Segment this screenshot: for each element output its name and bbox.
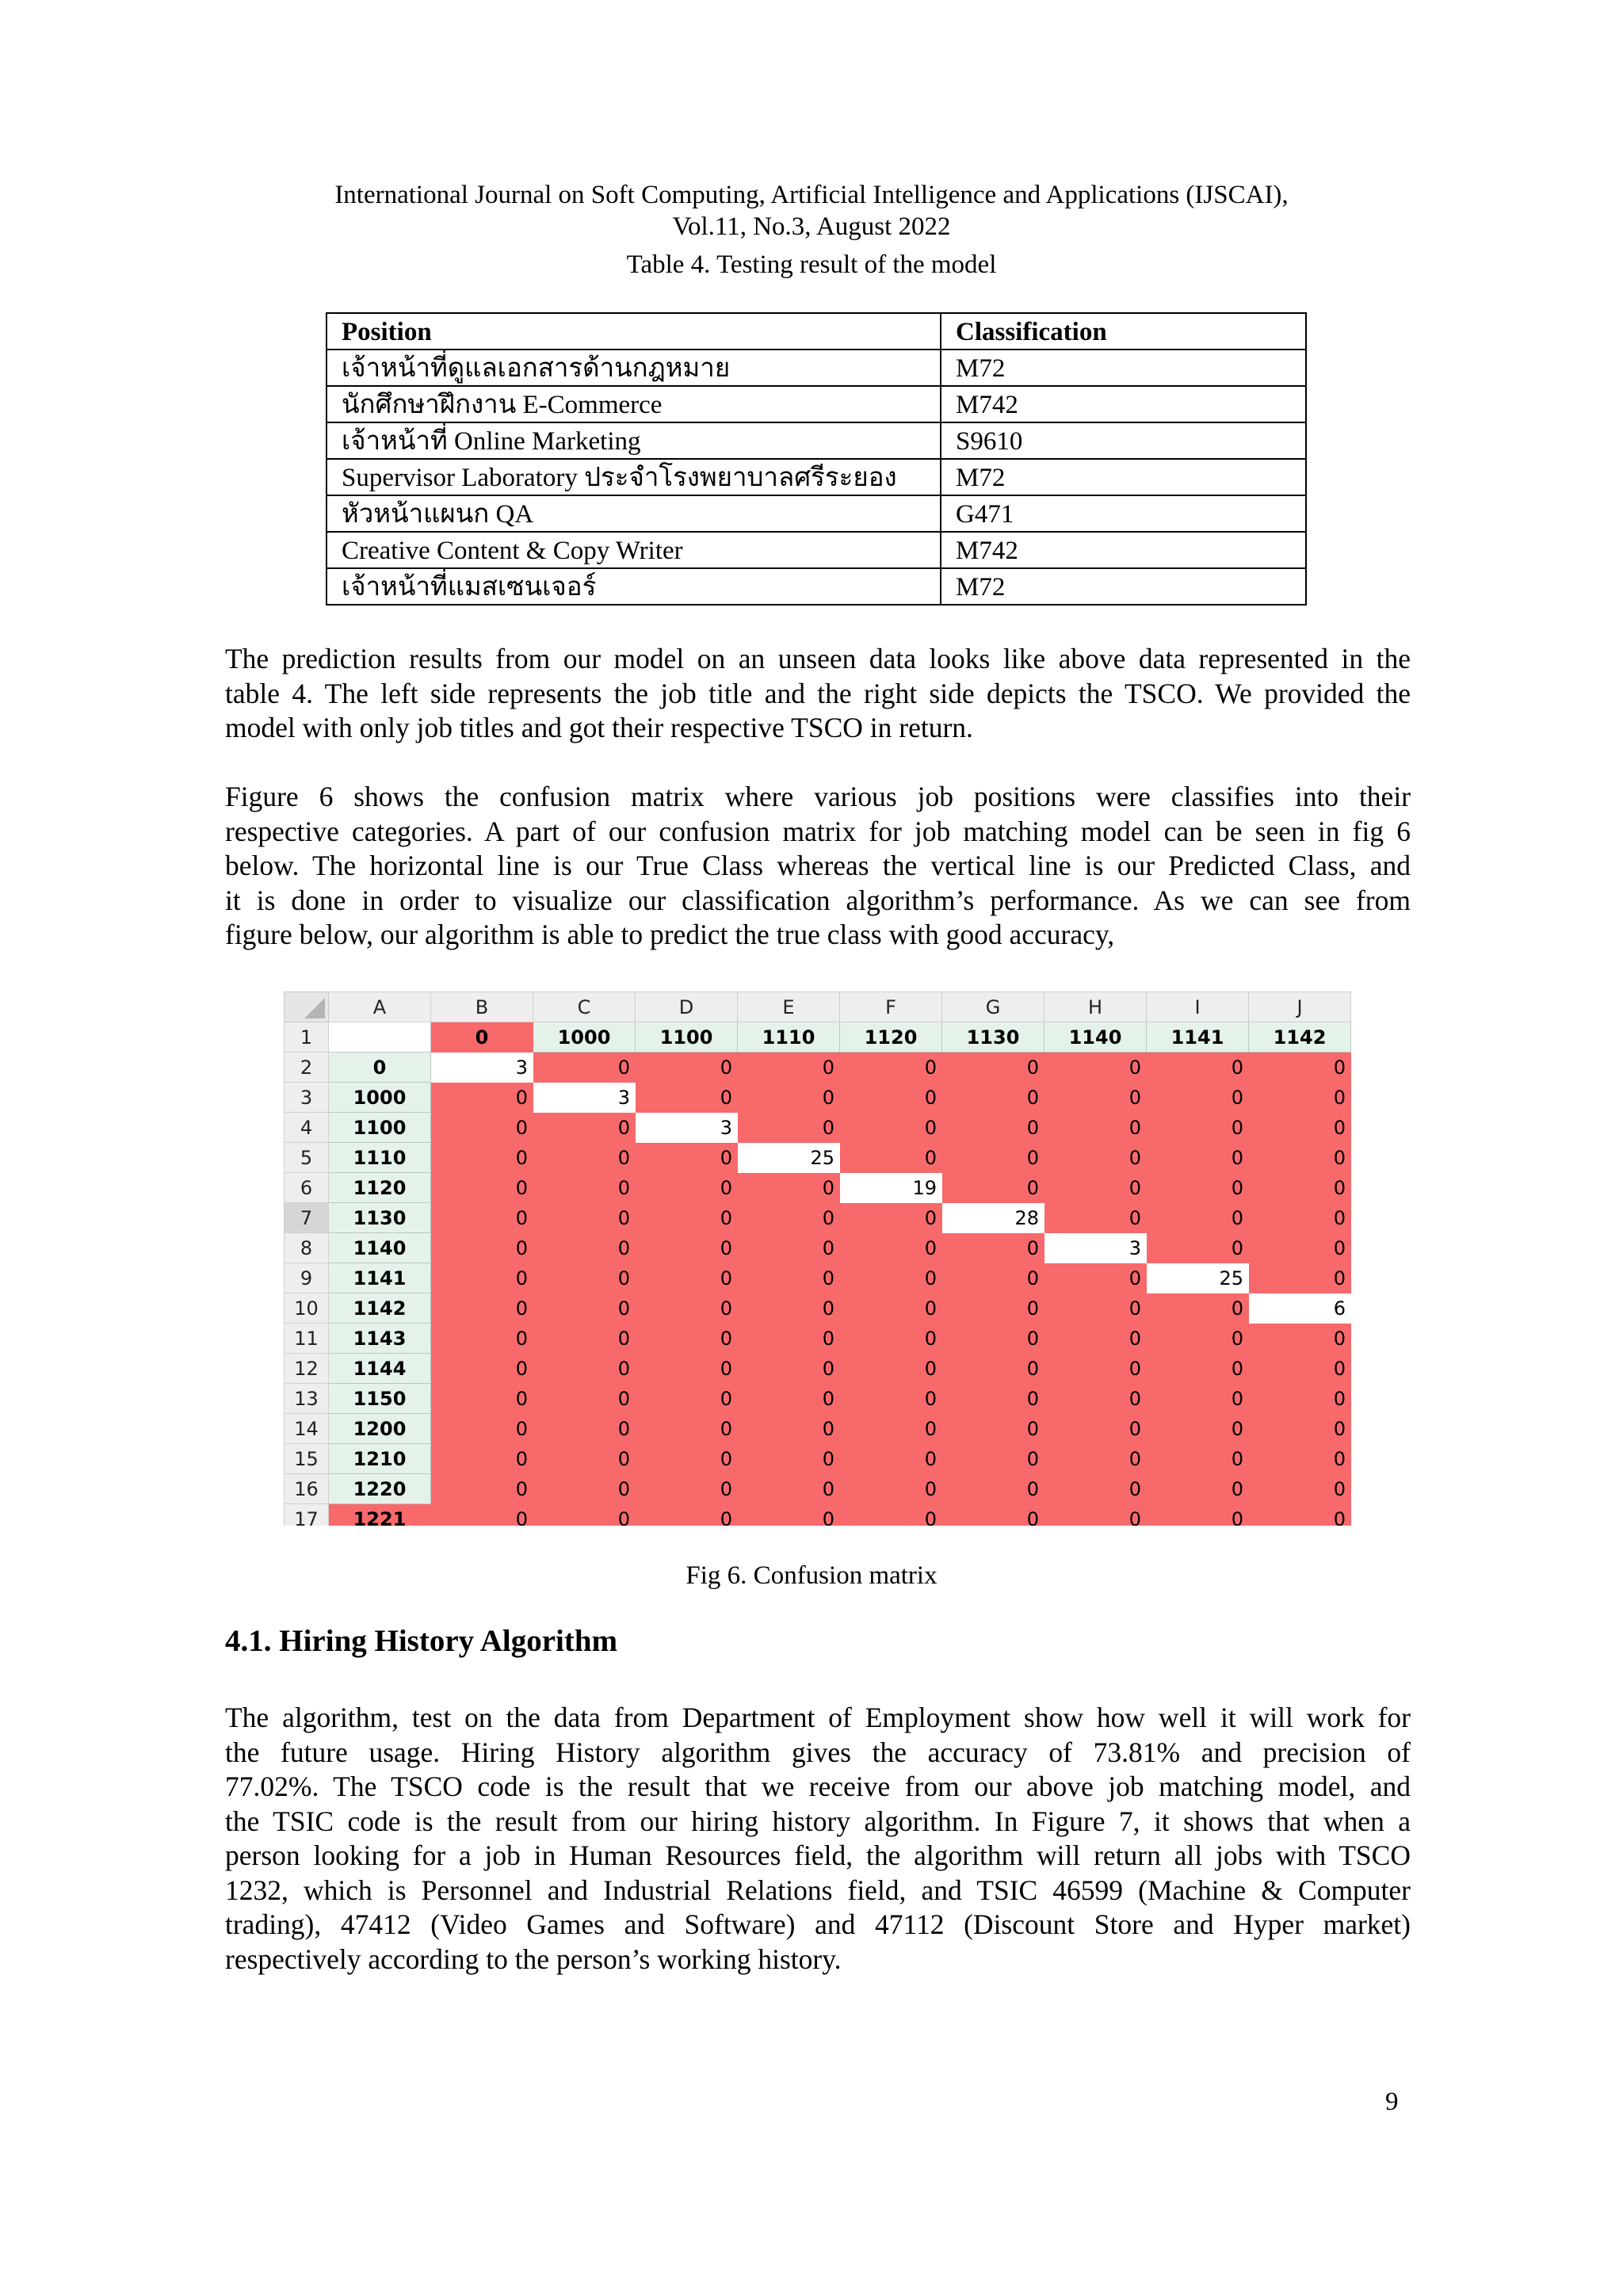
matrix-row: [285, 1052, 1351, 1083]
paragraph-line: the TSIC code is the result from our hiring history algorithm. In Figure 7, it shows that when a: [225, 1805, 1411, 1837]
row-number[interactable]: 14: [285, 1414, 329, 1444]
page-number: 9: [1385, 2088, 1399, 2116]
matrix-cell: 0: [533, 1504, 636, 1526]
table-row: [327, 350, 1306, 386]
true-class-label: 1143: [329, 1324, 431, 1354]
matrix-cell: 0: [1249, 1263, 1351, 1293]
matrix-cell: 0: [1249, 1083, 1351, 1113]
matrix-row: [285, 1414, 1351, 1444]
matrix-cell: 0: [1044, 1263, 1147, 1293]
table-header-row: [327, 313, 1306, 350]
matrix-cell: 3: [636, 1113, 738, 1143]
paragraph-line: Figure 6 shows the confusion matrix where various job positions were classifies into their: [225, 781, 1411, 812]
predicted-class-label: 1120: [840, 1022, 942, 1052]
matrix-cell: 0: [1147, 1324, 1249, 1354]
true-class-label: 0: [329, 1052, 431, 1083]
table-row: [327, 386, 1306, 422]
matrix-cell: 0: [840, 1324, 942, 1354]
matrix-cell: 0: [636, 1233, 738, 1263]
matrix-cell: 0: [431, 1444, 533, 1474]
table-cell-classification: M72: [941, 459, 1306, 495]
table-row: [327, 495, 1306, 532]
matrix-cell: 0: [431, 1083, 533, 1113]
matrix-cell: 0: [636, 1203, 738, 1233]
matrix-cell: 0: [942, 1173, 1044, 1203]
predicted-class-label: 1140: [1044, 1022, 1147, 1052]
row-number[interactable]: 7: [285, 1203, 329, 1233]
table-cell-classification: M72: [941, 350, 1306, 386]
matrix-cell: 0: [1249, 1444, 1351, 1474]
paragraph-confusion-matrix: [225, 780, 1411, 953]
matrix-cell: 0: [840, 1474, 942, 1504]
matrix-cell: 0: [738, 1233, 840, 1263]
matrix-cell: 0: [1044, 1384, 1147, 1414]
matrix-cell: 0: [1147, 1474, 1249, 1504]
matrix-cell: 19: [840, 1173, 942, 1203]
matrix-cell: 0: [533, 1414, 636, 1444]
matrix-row: [285, 1233, 1351, 1263]
table-header-position: Position: [327, 313, 941, 350]
row-number[interactable]: 16: [285, 1474, 329, 1504]
row-number[interactable]: 4: [285, 1113, 329, 1143]
table4-caption: Table 4. Testing result of the model: [626, 250, 997, 279]
matrix-cell: 0: [738, 1203, 840, 1233]
matrix-row: [285, 1293, 1351, 1324]
matrix-cell: 0: [738, 1474, 840, 1504]
matrix-cell: 0: [942, 1293, 1044, 1324]
matrix-cell: 0: [636, 1354, 738, 1384]
matrix-cell: 0: [431, 1354, 533, 1384]
true-class-label: 1150: [329, 1384, 431, 1414]
matrix-cell: 0: [1147, 1384, 1249, 1414]
predicted-class-label: 1141: [1147, 1022, 1249, 1052]
row-number[interactable]: 1: [285, 1022, 329, 1052]
matrix-cell: 0: [840, 1143, 942, 1173]
matrix-cell: 0: [840, 1384, 942, 1414]
matrix-cell: 0: [533, 1173, 636, 1203]
paragraph-hiring-history: [225, 1701, 1411, 1977]
table-row: [327, 422, 1306, 459]
table-cell-position: Supervisor Laboratory ประจำโรงพยาบาลศรีระยอง: [327, 459, 941, 495]
matrix-cell: 0: [1044, 1203, 1147, 1233]
matrix-cell: 0: [942, 1143, 1044, 1173]
matrix-cell: 0: [738, 1052, 840, 1083]
row-number[interactable]: 12: [285, 1354, 329, 1384]
matrix-cell: 0: [942, 1263, 1044, 1293]
paragraph-line: model with only job titles and got their respective TSCO in return.: [225, 712, 973, 743]
true-class-label: 1142: [329, 1293, 431, 1324]
matrix-row: [285, 1324, 1351, 1354]
matrix-cell: 0: [431, 1324, 533, 1354]
table-cell-position: เจ้าหน้าที่ Online Marketing: [327, 422, 941, 459]
table-cell-classification: G471: [941, 495, 1306, 532]
table-cell-position: เจ้าหน้าที่แมสเซนเจอร์: [327, 568, 941, 605]
matrix-cell: 0: [431, 1414, 533, 1444]
matrix-cell: 3: [1044, 1233, 1147, 1263]
matrix-cell: 0: [431, 1263, 533, 1293]
matrix-cell: 0: [738, 1173, 840, 1203]
table-cell-classification: M742: [941, 386, 1306, 422]
paragraph-line: The prediction results from our model on an unseen data looks like above data represented in the: [225, 643, 1411, 674]
matrix-cell: 0: [1044, 1173, 1147, 1203]
row-number[interactable]: 15: [285, 1444, 329, 1474]
matrix-cell: 0: [1044, 1414, 1147, 1444]
matrix-cell: 0: [1044, 1474, 1147, 1504]
matrix-cell: 0: [431, 1293, 533, 1324]
true-class-label: 1144: [329, 1354, 431, 1384]
matrix-cell: 0: [1147, 1083, 1249, 1113]
matrix-cell: 0: [840, 1083, 942, 1113]
matrix-cell: 0: [942, 1444, 1044, 1474]
matrix-cell: 0: [1249, 1173, 1351, 1203]
table-cell-classification: S9610: [941, 422, 1306, 459]
matrix-cell: 0: [942, 1233, 1044, 1263]
row-number[interactable]: 17: [285, 1504, 329, 1526]
matrix-cell: 0: [1044, 1324, 1147, 1354]
true-class-label: 1210: [329, 1444, 431, 1474]
matrix-cell: 0: [533, 1113, 636, 1143]
row-number[interactable]: 11: [285, 1324, 329, 1354]
matrix-cell: 0: [1249, 1233, 1351, 1263]
matrix-cell: 0: [1147, 1052, 1249, 1083]
matrix-cell: 0: [533, 1203, 636, 1233]
matrix-cell: 0: [942, 1474, 1044, 1504]
column-header-i[interactable]: I: [1147, 992, 1249, 1022]
matrix-cell: 0: [636, 1474, 738, 1504]
true-class-label: 1141: [329, 1263, 431, 1293]
matrix-cell: 0: [738, 1444, 840, 1474]
paragraph-line: person looking for a job in Human Resources field, the algorithm will return all jobs with TSCO: [225, 1839, 1411, 1871]
matrix-cell: 0: [942, 1504, 1044, 1526]
matrix-cell: 0: [533, 1324, 636, 1354]
predicted-class-label: 1000: [533, 1022, 636, 1052]
matrix-cell: 0: [1147, 1444, 1249, 1474]
row-number[interactable]: 8: [285, 1233, 329, 1263]
column-header-d[interactable]: D: [636, 992, 738, 1022]
predicted-class-label: 1110: [738, 1022, 840, 1052]
journal-header-line2: Vol.11, No.3, August 2022: [672, 212, 951, 241]
column-header-e[interactable]: E: [738, 992, 840, 1022]
matrix-cell: 0: [840, 1113, 942, 1143]
matrix-cell: 0: [1147, 1233, 1249, 1263]
matrix-cell: 0: [636, 1504, 738, 1526]
matrix-cell: 0: [840, 1354, 942, 1384]
matrix-cell: 0: [533, 1143, 636, 1173]
matrix-cell: 0: [533, 1263, 636, 1293]
empty-corner-cell: [329, 1022, 431, 1052]
column-header-c[interactable]: C: [533, 992, 636, 1022]
matrix-cell: 3: [533, 1083, 636, 1113]
matrix-cell: 0: [1147, 1504, 1249, 1526]
matrix-cell: 0: [738, 1083, 840, 1113]
column-header-a[interactable]: A: [329, 992, 431, 1022]
column-header-j[interactable]: J: [1249, 992, 1351, 1022]
matrix-cell: 0: [1249, 1474, 1351, 1504]
matrix-cell: 0: [1249, 1143, 1351, 1173]
paragraph-line: it is done in order to visualize our classification algorithm’s performance. As we can see from: [225, 884, 1411, 916]
column-header-f[interactable]: F: [840, 992, 942, 1022]
predicted-class-label: 1142: [1249, 1022, 1351, 1052]
matrix-cell: 0: [636, 1143, 738, 1173]
matrix-cell: 0: [1147, 1414, 1249, 1444]
matrix-row: [285, 1474, 1351, 1504]
paragraph-line: figure below, our algorithm is able to predict the true class with good accuracy,: [225, 919, 1115, 950]
matrix-cell: 0: [1147, 1293, 1249, 1324]
row-number[interactable]: 10: [285, 1293, 329, 1324]
matrix-cell: 0: [1147, 1354, 1249, 1384]
matrix-cell: 0: [942, 1384, 1044, 1414]
matrix-cell: 0: [1147, 1113, 1249, 1143]
paragraph-line: trading), 47412 (Video Games and Software) and 47112 (Discount Store and Hyper market): [225, 1908, 1411, 1940]
matrix-cell: 0: [942, 1052, 1044, 1083]
matrix-cell: 0: [1044, 1354, 1147, 1384]
matrix-row: [285, 1504, 1351, 1526]
matrix-cell: 0: [942, 1324, 1044, 1354]
paragraph-prediction-results: [225, 642, 1411, 746]
table-row: [327, 568, 1306, 605]
matrix-cell: 0: [738, 1504, 840, 1526]
matrix-row: [285, 1263, 1351, 1293]
true-class-label: 1200: [329, 1414, 431, 1444]
matrix-cell: 0: [942, 1354, 1044, 1384]
predicted-class-label: 1100: [636, 1022, 738, 1052]
matrix-cell: 0: [533, 1233, 636, 1263]
matrix-cell: 0: [1249, 1052, 1351, 1083]
matrix-cell: 0: [840, 1263, 942, 1293]
row-number[interactable]: 13: [285, 1384, 329, 1414]
true-class-label: 1110: [329, 1143, 431, 1173]
matrix-cell: 0: [1249, 1414, 1351, 1444]
true-class-label: 1000: [329, 1083, 431, 1113]
true-class-label: 1100: [329, 1113, 431, 1143]
row-number[interactable]: 2: [285, 1052, 329, 1083]
matrix-cell: 0: [1044, 1444, 1147, 1474]
matrix-cell: 0: [840, 1504, 942, 1526]
table-cell-position: เจ้าหน้าที่ดูแลเอกสารด้านกฎหมาย: [327, 350, 941, 386]
matrix-cell: 0: [533, 1444, 636, 1474]
true-class-label: 1130: [329, 1203, 431, 1233]
row-number[interactable]: 3: [285, 1083, 329, 1113]
paragraph-line: respectively according to the person’s working history.: [225, 1943, 842, 1975]
matrix-cell: 0: [738, 1354, 840, 1384]
matrix-cell: 0: [1044, 1113, 1147, 1143]
confusion-matrix-figure: [284, 991, 1352, 1526]
true-class-label: 1221: [329, 1504, 431, 1526]
matrix-cell: 0: [431, 1143, 533, 1173]
matrix-cell: 0: [636, 1052, 738, 1083]
matrix-cell: 0: [533, 1474, 636, 1504]
table-row: [327, 532, 1306, 568]
paragraph-line: The algorithm, test on the data from Department of Employment show how well it will work for: [225, 1702, 1411, 1733]
matrix-cell: 0: [636, 1324, 738, 1354]
matrix-cell: 0: [1249, 1203, 1351, 1233]
matrix-cell: 0: [1044, 1083, 1147, 1113]
matrix-cell: 0: [636, 1444, 738, 1474]
matrix-cell: 25: [1147, 1263, 1249, 1293]
matrix-row: [285, 1173, 1351, 1203]
section-title: 4.1. Hiring History Algorithm: [225, 1624, 618, 1658]
matrix-cell: 0: [942, 1414, 1044, 1444]
matrix-cell: 0: [1147, 1143, 1249, 1173]
matrix-cell: 0: [533, 1293, 636, 1324]
matrix-cell: 0: [533, 1354, 636, 1384]
matrix-cell: 0: [738, 1384, 840, 1414]
matrix-cell: 0: [533, 1384, 636, 1414]
matrix-row: [285, 1384, 1351, 1414]
matrix-cell: 6: [1249, 1293, 1351, 1324]
paragraph-line: table 4. The left side represents the job title and the right side depicts the TSCO. We provided the: [225, 677, 1411, 709]
matrix-cell: 0: [636, 1263, 738, 1293]
matrix-cell: 0: [431, 1113, 533, 1143]
predicted-class-label: 0: [431, 1022, 533, 1052]
matrix-cell: 0: [1044, 1504, 1147, 1526]
matrix-cell: 0: [738, 1324, 840, 1354]
matrix-cell: 25: [738, 1143, 840, 1173]
matrix-cell: 0: [738, 1414, 840, 1444]
matrix-cell: 0: [636, 1083, 738, 1113]
predicted-class-label: 1130: [942, 1022, 1044, 1052]
matrix-cell: 0: [431, 1203, 533, 1233]
true-class-label: 1140: [329, 1233, 431, 1263]
matrix-cell: 0: [840, 1233, 942, 1263]
paragraph-line: the future usage. Hiring History algorithm gives the accuracy of 73.81% and precision of: [225, 1736, 1411, 1768]
matrix-cell: 0: [431, 1233, 533, 1263]
matrix-row: [285, 1444, 1351, 1474]
matrix-cell: 0: [738, 1263, 840, 1293]
predicted-label-row: [285, 1022, 1351, 1052]
matrix-row: [285, 1113, 1351, 1143]
paragraph-line: below. The horizontal line is our True Class whereas the vertical line is our Predicted Class, and: [225, 850, 1411, 881]
table-header-classification: Classification: [941, 313, 1306, 350]
matrix-cell: 0: [636, 1293, 738, 1324]
matrix-cell: 0: [738, 1113, 840, 1143]
select-all-triangle-icon: [304, 998, 325, 1018]
journal-header-line1: International Journal on Soft Computing, Artificial Intelligence and Applications (IJSCAI),: [334, 181, 1289, 209]
select-all-corner[interactable]: [285, 992, 329, 1022]
matrix-cell: 0: [840, 1052, 942, 1083]
matrix-cell: 0: [840, 1203, 942, 1233]
confusion-matrix: [284, 991, 1351, 1526]
figure6-caption: Fig 6. Confusion matrix: [685, 1561, 938, 1590]
matrix-cell: 0: [1044, 1143, 1147, 1173]
table-cell-classification: M72: [941, 568, 1306, 605]
matrix-cell: 0: [1147, 1173, 1249, 1203]
column-header-h[interactable]: H: [1044, 992, 1147, 1022]
row-number[interactable]: 6: [285, 1173, 329, 1203]
matrix-cell: 0: [840, 1293, 942, 1324]
column-header-b[interactable]: B: [431, 992, 533, 1022]
matrix-cell: 0: [431, 1504, 533, 1526]
row-number[interactable]: 5: [285, 1143, 329, 1173]
table4: [326, 312, 1307, 606]
matrix-cell: 0: [1249, 1324, 1351, 1354]
matrix-row: [285, 1143, 1351, 1173]
matrix-cell: 0: [1044, 1052, 1147, 1083]
matrix-cell: 0: [1249, 1504, 1351, 1526]
table-cell-position: หัวหน้าแผนก QA: [327, 495, 941, 532]
matrix-cell: 0: [431, 1474, 533, 1504]
matrix-cell: 28: [942, 1203, 1044, 1233]
true-class-label: 1220: [329, 1474, 431, 1504]
matrix-row: [285, 1203, 1351, 1233]
matrix-cell: 0: [840, 1414, 942, 1444]
matrix-cell: 0: [942, 1113, 1044, 1143]
matrix-cell: 3: [431, 1052, 533, 1083]
matrix-row: [285, 1354, 1351, 1384]
matrix-cell: 0: [431, 1384, 533, 1414]
matrix-row: [285, 1083, 1351, 1113]
column-header-g[interactable]: G: [942, 992, 1044, 1022]
table-row: [327, 459, 1306, 495]
table-cell-position: Creative Content & Copy Writer: [327, 532, 941, 568]
matrix-cell: 0: [636, 1173, 738, 1203]
column-letter-row: [285, 992, 1351, 1022]
table-cell-position: นักศึกษาฝึกงาน E-Commerce: [327, 386, 941, 422]
matrix-cell: 0: [1249, 1354, 1351, 1384]
matrix-cell: 0: [1249, 1113, 1351, 1143]
matrix-cell: 0: [1249, 1384, 1351, 1414]
matrix-cell: 0: [636, 1384, 738, 1414]
table-cell-classification: M742: [941, 532, 1306, 568]
matrix-cell: 0: [1044, 1293, 1147, 1324]
paragraph-line: 77.02%. The TSCO code is the result that we receive from our above job matching model, and: [225, 1771, 1411, 1802]
matrix-cell: 0: [840, 1444, 942, 1474]
matrix-cell: 0: [431, 1173, 533, 1203]
matrix-cell: 0: [1147, 1203, 1249, 1233]
paragraph-line: respective categories. A part of our confusion matrix for job matching model can be seen in fig 6: [225, 815, 1411, 847]
matrix-cell: 0: [636, 1414, 738, 1444]
row-number[interactable]: 9: [285, 1263, 329, 1293]
matrix-cell: 0: [533, 1052, 636, 1083]
paragraph-line: 1232, which is Personnel and Industrial Relations field, and TSIC 46599 (Machine & Computer: [225, 1874, 1411, 1906]
matrix-cell: 0: [738, 1293, 840, 1324]
true-class-label: 1120: [329, 1173, 431, 1203]
matrix-cell: 0: [942, 1083, 1044, 1113]
